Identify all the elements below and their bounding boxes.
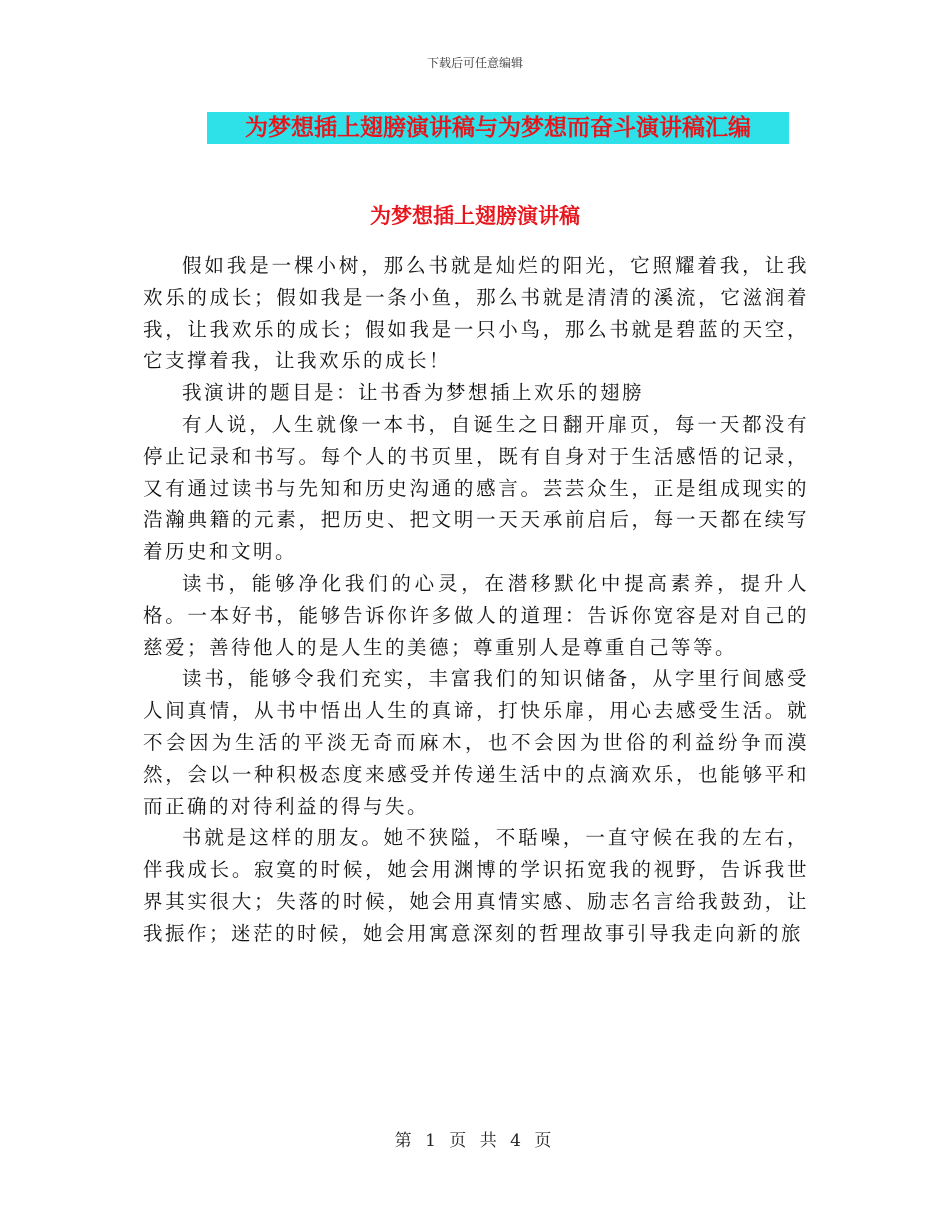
page-header-note: 下载后可任意编辑 — [426, 56, 523, 70]
paragraph: 有人说，人生就像一本书，自诞生之日翻开扉页，每一天都没有停止记录和书写。每个人的书页里，既有自身对于生活感悟的记录，又有通过读书与先知和历史沟通的感言。芸芸众生，正是组成现实的浩瀚典籍的元素，把历史、把文明一天天承前启后，每一天都在续写着历史和文明。 — [143, 412, 809, 564]
document-body — [143, 250, 809, 950]
page-number: 第 1 页 共 4 页 — [394, 1131, 556, 1151]
document-title: 为梦想插上翅膀演讲稿与为梦想而奋斗演讲稿汇编 — [207, 112, 789, 144]
paragraph: 我演讲的题目是：让书香为梦想插上欢乐的翅膀 — [182, 381, 645, 405]
paragraph: 读书，能够令我们充实，丰富我们的知识储备，从字里行间感受人间真情，从书中悟出人生的真谛，打快乐扉，用心去感受生活。就不会因为生活的平淡无奇而麻木，也不会因为世俗的利益纷争而漠然，会以一种积极态度来感受并传递生活中的点滴欢乐，也能够平和而正确的对待利益的得与失。 — [143, 667, 809, 818]
paragraph: 读书，能够净化我们的心灵，在潜移默化中提高素养，提升人格。一本好书，能够告诉你许多做人的道理：告诉你宽容是对自己的慈爱；善待他人的是人生的美德；尊重别人是尊重自己等等。 — [143, 571, 809, 659]
paragraph: 假如我是一棵小树，那么书就是灿烂的阳光，它照耀着我，让我欢乐的成长；假如我是一条小鱼，那么书就是清清的溪流，它滋润着我，让我欢乐的成长；假如我是一只小鸟，那么书就是碧蓝的天空，它支撑着我，让我欢乐的成长！ — [143, 254, 809, 373]
section-title: 为梦想插上翅膀演讲稿 — [370, 204, 580, 228]
document-title-container — [207, 112, 789, 144]
paragraph: 书就是这样的朋友。她不狭隘，不聒噪，一直守候在我的左右，伴我成长。寂寞的时候，她会用渊博的学识拓宽我的视野，告诉我世界其实很大；失落的时候，她会用真情实感、励志名言给我鼓劲，让我振作；迷茫的时候，她会用寓意深刻的哲理故事引导我走向新的旅 — [143, 826, 809, 945]
